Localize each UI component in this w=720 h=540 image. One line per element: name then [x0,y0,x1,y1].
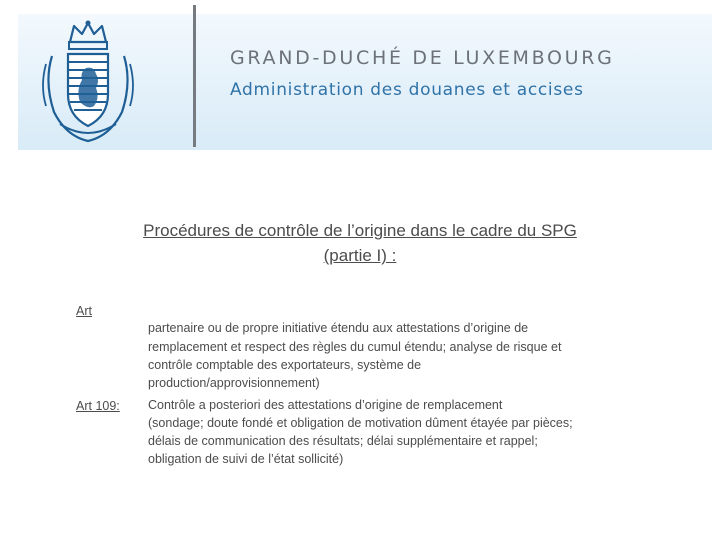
header-divider [193,5,196,147]
body-text-line: (sondage; doute fondé et obligation de motivation dûment étayée par pièces; [148,416,573,430]
coat-of-arms-icon [38,20,138,144]
article-label-2: Art 109: [76,399,120,413]
body-text-line: contrôle comptable des exportateurs, système de [148,358,422,372]
body-text-line: Contrôle a posteriori des attestations d’origine de remplacement [148,398,503,412]
article-label-1: Art [76,304,92,318]
body-text-line: délais de communication des résultats; délai supplémentaire et rappel; [148,434,538,448]
organization-title: GRAND-DUCHÉ DE LUXEMBOURG [230,47,615,69]
organization-subtitle: Administration des douanes et accises [230,80,584,100]
body-text-line: remplacement et respect des règles du cumul étendu; analyse de risque et [148,340,562,354]
slide-title-line-2: (partie I) : [323,246,397,265]
body-text-line: production/approvisionnement) [148,376,320,390]
body-text-line: partenaire ou de propre initiative étendu aux attestations d’origine de [148,321,529,335]
slide-title-line-1: Procédures de contrôle de l’origine dans le cadre du SPG [143,221,577,240]
body-text-line: obligation de suivi de l’état sollicité) [148,452,344,466]
